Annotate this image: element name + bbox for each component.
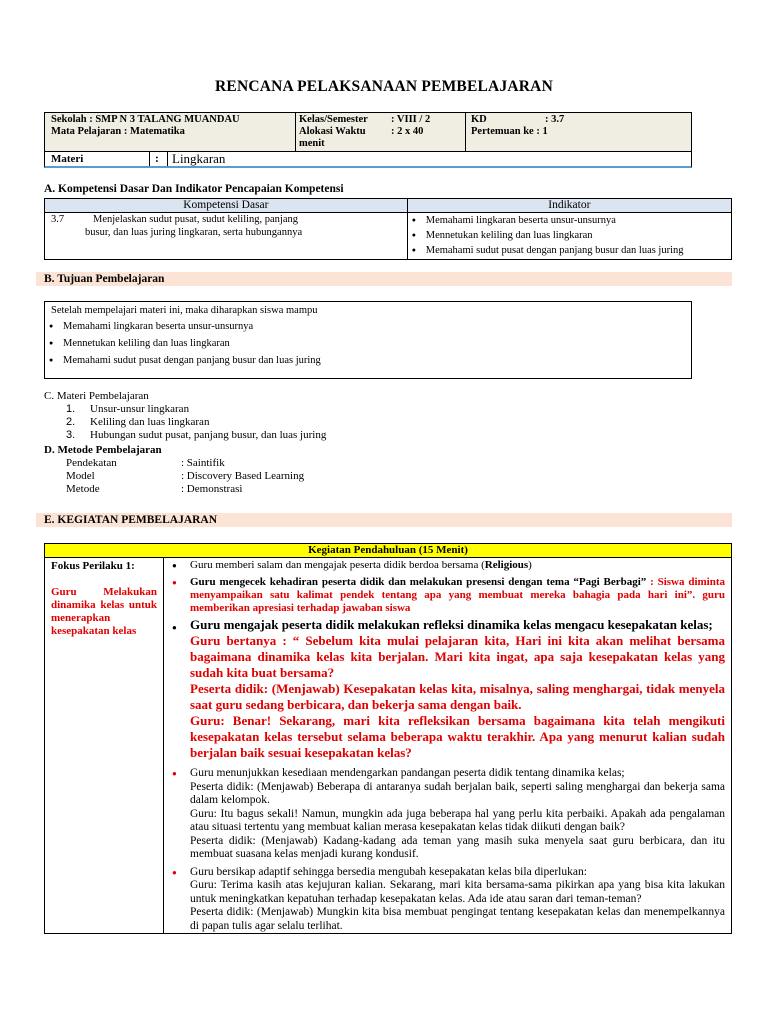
- list-item: ● Memahami lingkaran beserta unsur-unsurnya: [408, 213, 731, 228]
- list-text: Unsur-unsur lingkaran: [90, 403, 190, 415]
- fokus-cell: [45, 558, 164, 934]
- section-c: [44, 390, 326, 442]
- tujuan-content: [51, 304, 321, 369]
- section-a-heading: A. Kompetensi Dasar Dan Indikator Pencapaian Kompetensi: [44, 183, 344, 195]
- sekolah-row: [51, 114, 240, 126]
- alokasi-unit: menit: [299, 138, 325, 149]
- tujuan-box: [44, 301, 692, 379]
- materi-label: Materi: [51, 153, 84, 165]
- divider: [149, 152, 150, 166]
- section-d: [44, 444, 304, 496]
- item-text: Guru mengecek kehadiran peserta didik dan melakukan presensi dengan tema “Pagi Berbagi”: [190, 576, 651, 588]
- list-number: 3.: [66, 429, 76, 441]
- kd-table: [44, 198, 732, 260]
- bullet-icon: ●: [172, 578, 177, 587]
- kegiatan-table: [44, 543, 732, 934]
- list-text: Keliling dan luas lingkaran: [90, 416, 210, 428]
- list-item: [44, 403, 326, 416]
- item-text-red: Guru: Benar! Sekarang, mari kita refleksikan bersama bagaimana kita telah mengikuti kesepakatan kelas tersebut selama beberapa waktu terakhir. Apa yang menurut kalian sudah berjalan baik sesuai kesepakatan kelas?: [190, 713, 725, 760]
- list-text: Hubungan sudut pusat, panjang busur, dan luas juring: [90, 429, 327, 441]
- mapel-value: Matematika: [130, 126, 185, 137]
- section-b-heading: [36, 272, 732, 286]
- divider: [465, 113, 466, 151]
- list-item: [168, 866, 725, 934]
- metode-value: : Saintifik: [181, 457, 225, 469]
- item-text: Guru: Terima kasih atas kejujuran kalian. Sekarang, mari kita bersama-sama pikirkan apa yang bisa kita lakukan untuk meningkatkan kepatuhan terhadap kesepakatan kelas. Ada ide atau saran dari teman-teman?: [190, 879, 725, 905]
- mapel-row: [51, 126, 185, 138]
- pertemuan-value: : 1: [536, 126, 548, 137]
- section-d-heading: D. Metode Pembelajaran: [44, 444, 162, 456]
- fokus-text: Guru Melakukan dinamika kelas untuk menerapkan kesepakatan kelas: [51, 586, 157, 637]
- item-text: Peserta didik: (Menjawab) Mungkin kita bisa membuat pengingat tentang kesepakatan kelas dan menempelkannya di papan tulis agar selalu terlihat.: [190, 906, 725, 932]
- item-text: Guru menunjukkan kesediaan mendengarkan pandangan peserta didik tentang dinamika kelas;: [190, 767, 625, 779]
- section-c-heading: C. Materi Pembelajaran: [44, 390, 149, 402]
- sekolah-label: Sekolah :: [51, 114, 93, 125]
- item-text: Guru memberi salam dan mengajak peserta didik berdoa bersama (: [190, 559, 485, 571]
- metode-row: [44, 483, 304, 496]
- divider: [167, 152, 168, 166]
- kd-col-header: Kompetensi Dasar: [45, 199, 408, 213]
- metode-label: Pendekatan: [66, 457, 117, 469]
- list-item: [168, 617, 725, 761]
- metode-value: : Demonstrasi: [181, 483, 243, 495]
- alokasi-value: : 2 x 40: [391, 126, 424, 137]
- materi-row: [44, 152, 692, 168]
- list-item: [168, 576, 725, 615]
- section-e-heading-text: E. KEGIATAN PEMBELAJARAN: [44, 514, 218, 526]
- metode-label: Metode: [66, 483, 100, 495]
- item-text: ): [528, 559, 532, 571]
- bullet-icon: ●: [172, 867, 177, 877]
- page-title: RENCANA PELAKSANAAN PEMBELAJARAN: [215, 78, 553, 95]
- list-item: [168, 767, 725, 862]
- item-text: Peserta didik: (Menjawab) Kadang-kadang ada teman yang masih suka menyela saat guru berbicara, dan itu membuat suasana kelas menjadi kurang kondusif.: [190, 834, 725, 860]
- indikator-col-header: Indikator: [407, 199, 731, 213]
- list-item: ● Memahami sudut pusat dengan panjang busur dan luas juring: [408, 243, 731, 258]
- section-e-heading: [36, 513, 732, 527]
- list-item: ● Memahami lingkaran beserta unsur-unsurnya: [45, 318, 321, 335]
- item-text: Guru bersikap adaptif sehingga bersedia mengubah kesepakatan kelas bila diperlukan:: [190, 865, 587, 878]
- bullet-icon: ●: [172, 769, 177, 778]
- identity-box: [44, 112, 692, 152]
- kd-text-line: busur, dan luas juring lingkaran, serta hubungannya: [85, 227, 303, 238]
- materi-value: Lingkaran: [172, 151, 226, 166]
- list-item: [168, 559, 725, 572]
- kegiatan-items: [164, 558, 732, 934]
- kelas-label: Kelas/Semester: [299, 114, 368, 125]
- kd-text-line: Menjelaskan sudut pusat, sudut keliling, panjang: [93, 214, 299, 225]
- metode-row: [44, 457, 304, 470]
- kd-number: 3.7: [45, 213, 82, 260]
- item-text-red: Peserta didik: (Menjawab) Kesepakatan kelas kita, misalnya, saling menghargai, tidak menyela saat guru sedang berbicara, dan bekerja sama dengan baik.: [190, 681, 725, 712]
- kd-value: : 3.7: [545, 114, 565, 125]
- list-item: [44, 416, 326, 429]
- kegiatan-header: Kegiatan Pendahuluan (15 Menit): [45, 544, 732, 558]
- list-item: ● Memahami sudut pusat dengan panjang busur dan luas juring: [45, 352, 321, 369]
- list-number: 2.: [66, 416, 76, 428]
- mapel-label: Mata Pelajaran :: [51, 126, 128, 137]
- item-text: Guru mengajak peserta didik melakukan refleksi dinamika kelas mengacu kesepakatan kelas;: [190, 617, 713, 632]
- item-text: Peserta didik: (Menjawab) Beberapa di antaranya sudah berjalan baik, seperti saling menghargai dan bekerja sama dalam kelompok.: [190, 780, 725, 806]
- list-item: ● Mennetukan keliling dan luas lingkaran: [408, 228, 731, 243]
- pertemuan-row: [471, 126, 548, 138]
- item-text-red: : Siswa diminta menyampaikan satu kalimat pendek tentang apa yang membuat mereka bahagia pada hari ini”. guru memberikan apresiasi terhadap jawaban siswa: [190, 576, 725, 614]
- pertemuan-label: Pertemuan ke: [471, 126, 534, 137]
- indikator-cell: [407, 213, 731, 260]
- item-text: Guru: Itu bagus sekali! Namun, mungkin ada juga beberapa hal yang perlu kita perbaiki. Apakah ada pengalaman atau situasi tertentu yang membuat kalian merasa kesepakatan kelas tidak diikuti dengan baik?: [190, 807, 725, 833]
- metode-row: [44, 470, 304, 483]
- list-number: 1.: [66, 403, 76, 415]
- bullet-icon: ●: [172, 561, 177, 570]
- kd-text: [81, 213, 407, 260]
- bullet-icon: ●: [172, 623, 177, 632]
- metode-label: Model: [66, 470, 95, 482]
- materi-colon: :: [155, 153, 159, 165]
- tujuan-intro: Setelah mempelajari materi ini, maka diharapkan siswa mampu: [51, 305, 318, 316]
- section-b-heading-text: B. Tujuan Pembelajaran: [44, 273, 165, 285]
- sekolah-value: SMP N 3 TALANG MUANDAU: [95, 114, 240, 125]
- kelas-value: : VIII / 2: [391, 114, 431, 125]
- item-text-red: Guru bertanya : “ Sebelum kita mulai pelajaran kita, Hari ini kita akan melihat bersama bagaimana dinamika kelas kita berjalan. Mari kita ingat, apa saja kesepakatan kelas yang sudah kita buat bersama?: [190, 633, 725, 680]
- list-item: ● Mennetukan keliling dan luas lingkaran: [45, 335, 321, 352]
- metode-value: : Discovery Based Learning: [181, 470, 305, 482]
- divider: [295, 113, 296, 151]
- list-item: [44, 429, 326, 442]
- kd-label: KD: [471, 114, 487, 125]
- item-highlight: Religious: [484, 559, 529, 571]
- fokus-title: Fokus Perilaku 1:: [51, 560, 135, 572]
- alokasi-label: Alokasi Waktu: [299, 126, 366, 137]
